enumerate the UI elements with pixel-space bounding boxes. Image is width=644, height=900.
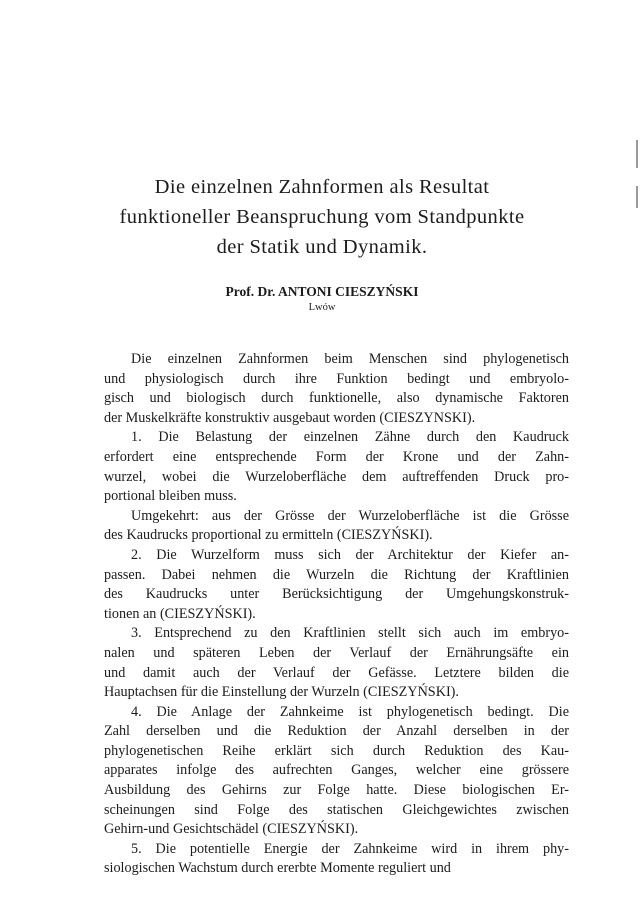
body-text-line: Ausbildung des Gehirns zur Folge hatte. Diese biologischen Er- xyxy=(104,782,569,799)
article-title xyxy=(60,172,584,262)
body-text-line: scheinungen sind Folge des statischen Gleichgewichtes zwischen xyxy=(104,801,569,818)
body-text-line: 4. Die Anlage der Zahnkeime ist phylogenetisch bedingt. Die xyxy=(131,703,569,720)
body-text-line: apparates infolge des aufrechten Ganges, welcher eine grössere xyxy=(104,762,569,779)
body-text-line: passen. Dabei nehmen die Wurzeln die Richtung der Kraftlinien xyxy=(104,566,569,583)
title-line: Die einzelnen Zahnformen als Resultat xyxy=(154,176,490,198)
body-text-line: 1. Die Belastung der einzelnen Zähne durch den Kaudruck xyxy=(131,429,569,446)
body-text-line: der Muskelkräfte konstruktiv ausgebaut worden (CIESZYNSKI). xyxy=(104,409,476,426)
body-text-line: gisch und biologisch durch funktionelle, also dynamische Faktoren xyxy=(104,390,569,407)
scan-edge-mark xyxy=(636,186,638,208)
body-text-line: phylogenetischen Reihe erklärt sich durch Reduktion des Kau- xyxy=(104,742,569,759)
body-text-line: 2. Die Wurzelform muss sich der Architektur der Kiefer an- xyxy=(131,546,569,563)
body-text-line: tionen an (CIESZYŃSKI). xyxy=(104,605,256,622)
scan-edge-mark xyxy=(636,140,638,168)
body-text-line: portional bleiben muss. xyxy=(104,488,237,505)
body-text-line: des Kaudrucks unter Berücksichtigung der Umgehungskonstruk- xyxy=(104,586,569,603)
body-text-line: des Kaudrucks proportional zu ermitteln (CIESZYŃSKI). xyxy=(104,527,433,544)
body-text-line: Gehirn-und Gesichtschädel (CIESZYŃSKI). xyxy=(104,821,359,838)
title-line: der Statik und Dynamik. xyxy=(216,236,428,258)
author-affiliation: Lwów xyxy=(308,302,336,313)
body-text-line: Die einzelnen Zahnformen beim Menschen sind phylogenetisch xyxy=(131,351,569,367)
body-text-line: siologischen Wachstum durch ererbte Momente reguliert und xyxy=(104,860,451,877)
body-text-line: Zahl derselben und die Reduktion der Anzahl derselben in der xyxy=(104,723,569,740)
body-text-line: Hauptachsen für die Einstellung der Wurzeln (CIESZYŃSKI). xyxy=(104,684,459,701)
body-text-line: erfordert eine entsprechende Form der Krone und der Zahn- xyxy=(104,448,569,465)
body-text-line: und physiologisch durch ihre Funktion bedingt und embryolo- xyxy=(104,370,569,387)
body-text-line: und damit auch der Verlauf der Gefässe. Letztere bilden die xyxy=(104,664,569,681)
article-body xyxy=(104,350,569,879)
body-text-line: wurzel, wobei die Wurzeloberfläche dem auftreffenden Druck pro- xyxy=(104,468,569,485)
body-text-line: nalen und späteren Leben der Verlauf der Ernährungsäfte ein xyxy=(104,644,569,661)
body-text-line: Umgekehrt: aus der Grösse der Wurzeloberfläche ist die Grösse xyxy=(131,507,569,524)
body-text-line: 3. Entsprechend zu den Kraftlinien stellt sich auch im embryo- xyxy=(131,625,569,642)
author-name: Prof. Dr. ANTONI CIESZYŃSKI xyxy=(225,284,419,299)
body-text-line: 5. Die potentielle Energie der Zahnkeime wird in ihrem phy- xyxy=(131,840,569,857)
title-line: funktioneller Beanspruchung vom Standpunkte xyxy=(119,206,525,228)
